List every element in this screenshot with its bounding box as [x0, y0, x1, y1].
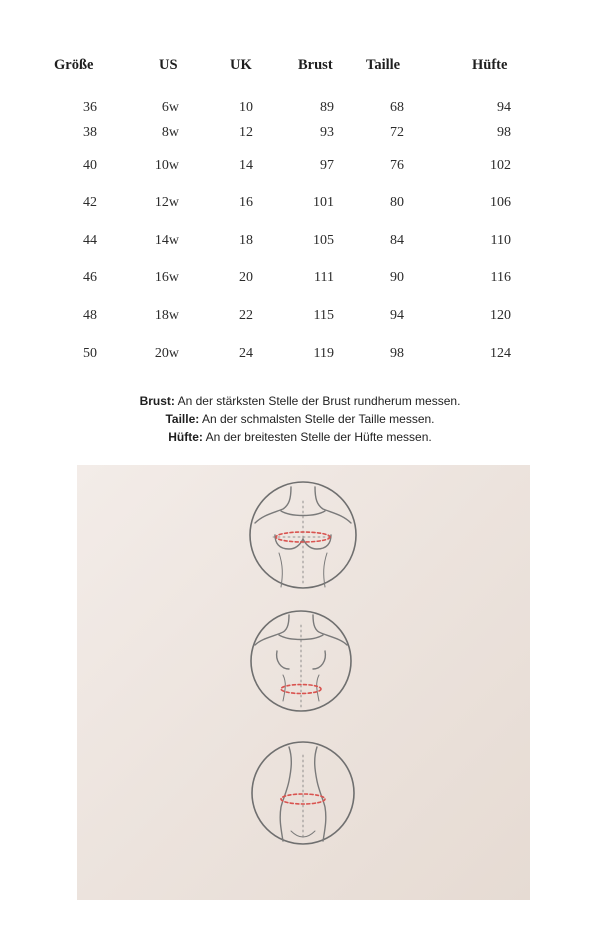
table-header-row — [0, 55, 600, 75]
cell-uk: 24 — [239, 346, 253, 361]
cell-brust: 115 — [313, 308, 334, 323]
cell-uk: 20 — [239, 270, 253, 285]
note-brust — [0, 392, 600, 410]
note-taille — [0, 410, 600, 428]
cell-brust: 105 — [313, 233, 334, 248]
cell-groesse: 48 — [83, 308, 97, 323]
cell-taille: 90 — [390, 270, 404, 285]
table-row — [0, 123, 600, 143]
header-brust: Brust — [298, 57, 333, 73]
cell-huefte: 98 — [497, 125, 511, 140]
measurement-instructions — [0, 392, 600, 446]
table-row — [0, 268, 600, 288]
note-taille-label: Taille: — [165, 412, 200, 426]
cell-taille: 94 — [390, 308, 404, 323]
cell-brust: 119 — [313, 346, 334, 361]
table-row — [0, 344, 600, 364]
bust-measurement-figure-icon — [250, 482, 356, 588]
cell-taille: 98 — [390, 346, 404, 361]
cell-us: 8w — [161, 125, 179, 140]
cell-brust: 111 — [314, 270, 334, 285]
cell-groesse: 50 — [83, 346, 97, 361]
cell-groesse: 40 — [83, 158, 97, 173]
cell-huefte: 102 — [490, 158, 511, 173]
table-row — [0, 306, 600, 326]
header-taille: Taille — [366, 57, 401, 73]
cell-huefte: 116 — [490, 270, 511, 285]
cell-us: 16w — [154, 270, 179, 285]
cell-us: 10w — [154, 158, 179, 173]
table-row — [0, 231, 600, 251]
cell-uk: 22 — [239, 308, 253, 323]
cell-uk: 12 — [239, 125, 253, 140]
cell-brust: 97 — [320, 158, 334, 173]
waist-measurement-figure-icon — [251, 611, 351, 711]
cell-taille: 76 — [390, 158, 404, 173]
cell-huefte: 124 — [490, 346, 511, 361]
hip-measurement-figure-icon — [252, 742, 354, 844]
cell-groesse: 46 — [83, 270, 97, 285]
cell-groesse: 38 — [83, 125, 97, 140]
cell-huefte: 110 — [490, 233, 511, 248]
note-brust-text: An der stärksten Stelle der Brust rundherum messen. — [174, 394, 461, 408]
header-us: US — [159, 57, 178, 73]
cell-groesse: 36 — [83, 100, 97, 115]
cell-huefte: 120 — [490, 308, 511, 323]
table-row — [0, 98, 600, 118]
header-huefte: Hüfte — [472, 57, 508, 73]
header-groesse: Größe — [54, 57, 94, 73]
cell-us: 18w — [154, 308, 179, 323]
cell-groesse: 44 — [83, 233, 97, 248]
cell-us: 6w — [161, 100, 179, 115]
cell-uk: 14 — [239, 158, 253, 173]
cell-us: 12w — [154, 195, 179, 210]
cell-uk: 16 — [239, 195, 253, 210]
cell-brust: 89 — [320, 100, 334, 115]
cell-groesse: 42 — [83, 195, 97, 210]
cell-uk: 18 — [239, 233, 253, 248]
cell-huefte: 94 — [497, 100, 511, 115]
measurement-illustration-panel — [77, 465, 530, 900]
table-row — [0, 156, 600, 176]
note-huefte — [0, 428, 600, 446]
cell-us: 20w — [154, 346, 179, 361]
note-huefte-text: An der breitesten Stelle der Hüfte messen. — [202, 430, 432, 444]
cell-taille: 68 — [390, 100, 404, 115]
cell-huefte: 106 — [490, 195, 511, 210]
header-uk: UK — [230, 57, 252, 73]
cell-taille: 80 — [390, 195, 404, 210]
note-brust-label: Brust: — [139, 394, 175, 408]
cell-brust: 93 — [320, 125, 334, 140]
cell-brust: 101 — [313, 195, 334, 210]
measurement-figures — [77, 465, 530, 900]
cell-taille: 72 — [390, 125, 404, 140]
note-huefte-label: Hüfte: — [168, 430, 203, 444]
table-row — [0, 193, 600, 213]
note-taille-text: An der schmalsten Stelle der Taille messen. — [199, 412, 435, 426]
cell-taille: 84 — [390, 233, 404, 248]
cell-us: 14w — [154, 233, 179, 248]
cell-uk: 10 — [239, 100, 253, 115]
